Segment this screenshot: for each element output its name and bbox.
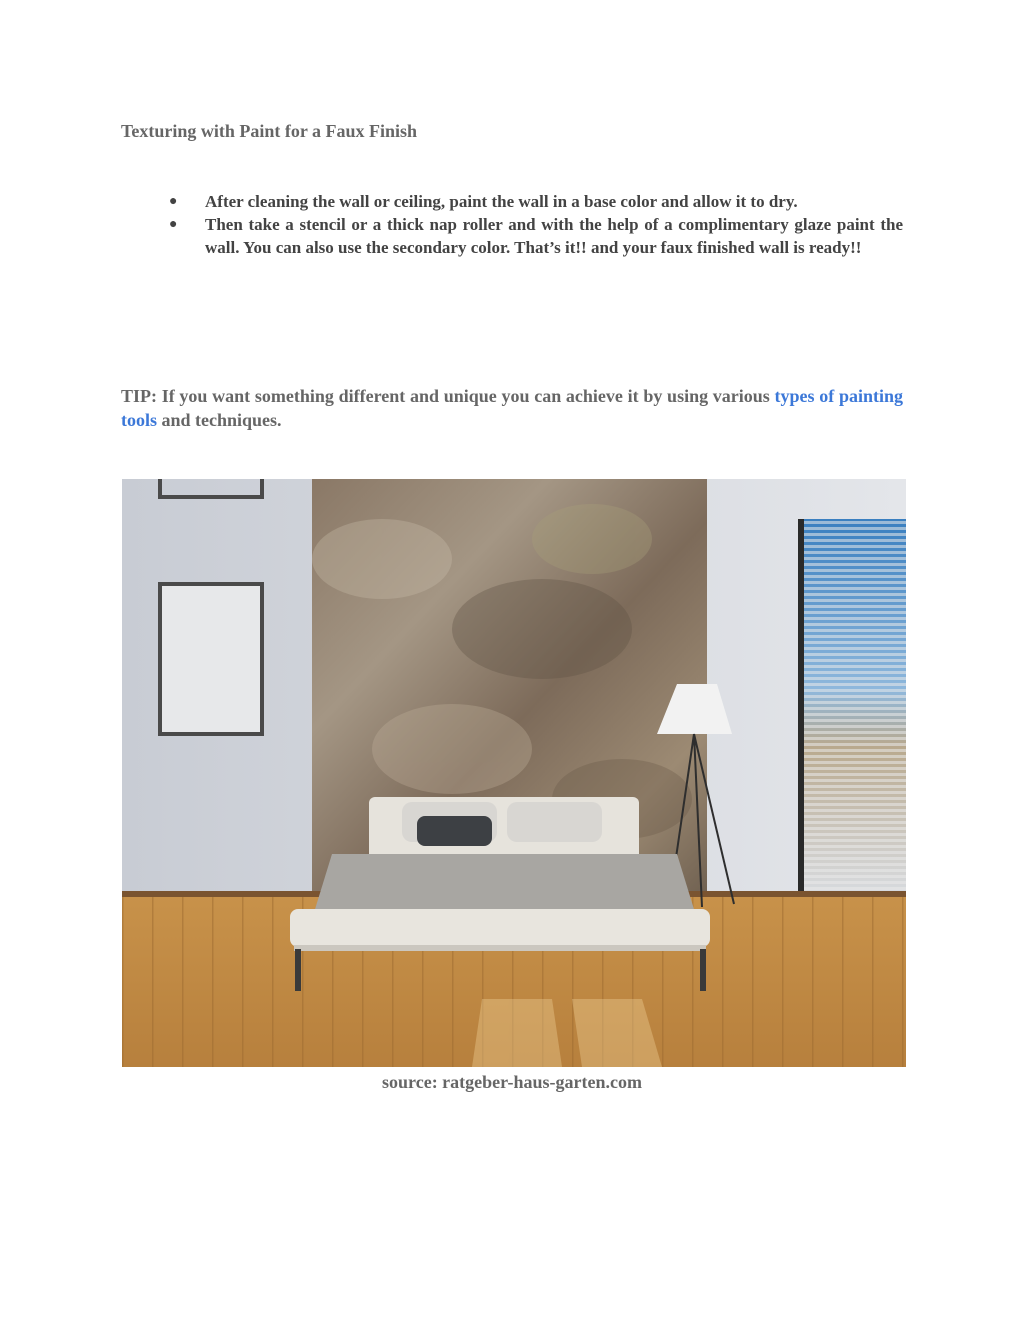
tip-paragraph (121, 384, 903, 432)
bedroom-photo (122, 479, 906, 1067)
list-item (169, 213, 903, 259)
painting-tools-link[interactable]: types of painting tools (121, 386, 903, 430)
tip-text: TIP: If you want something different and unique you can achieve it by using various (121, 386, 775, 406)
list-item-text: After cleaning the wall or ceiling, paint the wall in a base color and allow it to dry. (205, 192, 798, 211)
instruction-list (169, 190, 903, 259)
image-caption: source: ratgeber-haus-garten.com (382, 1072, 642, 1092)
bullet-icon: ● (169, 217, 178, 232)
tip-text-end: and techniques. (157, 410, 282, 430)
list-item (169, 190, 903, 213)
bullet-icon: ● (169, 194, 178, 209)
section-heading: Texturing with Paint for a Faux Finish (121, 121, 418, 141)
list-item-text: Then take a stencil or a thick nap roller and with the help of a complimentary glaze paint the wall. You can also use the secondary color. That’s it!! and your faux finished wall is ready!! (205, 215, 903, 257)
